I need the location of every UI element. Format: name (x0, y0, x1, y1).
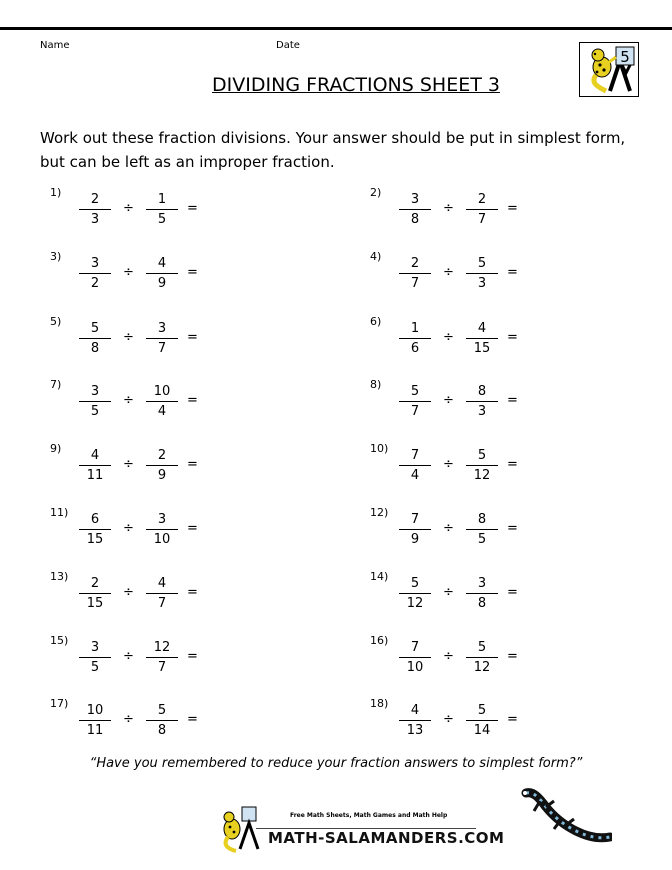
problem-number: 1) (50, 186, 62, 199)
numerator: 10 (86, 703, 104, 718)
equals-sign: = (187, 330, 198, 345)
denominator: 9 (157, 468, 167, 483)
equals-sign: = (507, 521, 518, 536)
dividend-fraction (397, 191, 433, 228)
denominator: 15 (86, 596, 104, 611)
problem-item (370, 570, 570, 616)
denominator: 13 (406, 723, 424, 738)
salamander-grade-logo-icon (579, 42, 639, 97)
equals-sign: = (507, 265, 518, 280)
top-rule (0, 27, 672, 30)
problem-item (50, 442, 250, 488)
divide-sign: ÷ (123, 712, 134, 727)
salamander-footer-logo-icon (218, 805, 262, 853)
numerator: 12 (153, 640, 171, 655)
numerator: 7 (410, 640, 420, 655)
problem-item (50, 186, 250, 232)
numerator: 5 (90, 321, 100, 336)
problem-number: 13) (50, 570, 69, 583)
page-title: DIVIDING FRACTIONS SHEET 3 (212, 74, 500, 96)
divide-sign: ÷ (443, 585, 454, 600)
divisor-fraction (144, 447, 180, 484)
problem-item (370, 506, 570, 552)
denominator: 8 (410, 212, 420, 227)
problem-item (50, 250, 250, 296)
denominator: 4 (410, 468, 420, 483)
denominator: 3 (90, 212, 100, 227)
numerator: 7 (410, 512, 420, 527)
divisor-fraction (144, 383, 180, 420)
problem-number: 15) (50, 634, 69, 647)
problem-number: 9) (50, 442, 62, 455)
denominator: 8 (90, 341, 100, 356)
equals-sign: = (187, 521, 198, 536)
numerator: 8 (477, 384, 487, 399)
numerator: 3 (410, 192, 420, 207)
problem-item (50, 506, 250, 552)
divisor-fraction (144, 191, 180, 228)
divide-sign: ÷ (443, 201, 454, 216)
divisor-fraction (464, 191, 500, 228)
numerator: 4 (90, 448, 100, 463)
equals-sign: = (507, 393, 518, 408)
numerator: 10 (153, 384, 171, 399)
divisor-fraction (464, 447, 500, 484)
numerator: 5 (157, 703, 167, 718)
divisor-fraction (144, 320, 180, 357)
problem-number: 16) (370, 634, 389, 647)
problem-number: 3) (50, 250, 62, 263)
denominator: 2 (90, 276, 100, 291)
dividend-fraction (397, 255, 433, 292)
denominator: 5 (90, 660, 100, 675)
numerator: 5 (477, 448, 487, 463)
problem-item (370, 634, 570, 680)
problem-number: 7) (50, 378, 62, 391)
numerator: 3 (90, 384, 100, 399)
name-label: Name (40, 40, 70, 51)
divisor-fraction (144, 255, 180, 292)
denominator: 15 (473, 341, 491, 356)
divide-sign: ÷ (443, 457, 454, 472)
problem-number: 11) (50, 506, 69, 519)
divisor-fraction (464, 575, 500, 612)
dividend-fraction (77, 511, 113, 548)
denominator: 6 (410, 341, 420, 356)
numerator: 8 (477, 512, 487, 527)
divisor-fraction (144, 702, 180, 739)
denominator: 8 (157, 723, 167, 738)
problem-item (50, 378, 250, 424)
divide-sign: ÷ (443, 265, 454, 280)
divide-sign: ÷ (123, 521, 134, 536)
divide-sign: ÷ (123, 585, 134, 600)
denominator: 12 (473, 468, 491, 483)
problem-number: 10) (370, 442, 389, 455)
problem-item (370, 315, 570, 361)
dividend-fraction (397, 383, 433, 420)
equals-sign: = (507, 649, 518, 664)
dividend-fraction (77, 702, 113, 739)
denominator: 9 (157, 276, 167, 291)
equals-sign: = (507, 330, 518, 345)
dividend-fraction (397, 702, 433, 739)
date-label: Date (276, 40, 300, 51)
divide-sign: ÷ (443, 712, 454, 727)
numerator: 3 (157, 512, 167, 527)
denominator: 11 (86, 468, 104, 483)
numerator: 4 (157, 576, 167, 591)
divide-sign: ÷ (123, 457, 134, 472)
numerator: 1 (157, 192, 167, 207)
numerator: 4 (410, 703, 420, 718)
reminder-quote: “Have you remembered to reduce your fraction answers to simplest form?” (89, 756, 583, 771)
denominator: 10 (153, 532, 171, 547)
denominator: 9 (410, 532, 420, 547)
dividend-fraction (77, 639, 113, 676)
problem-number: 2) (370, 186, 382, 199)
dividend-fraction (77, 320, 113, 357)
dividend-fraction (397, 575, 433, 612)
denominator: 8 (477, 596, 487, 611)
equals-sign: = (507, 201, 518, 216)
divisor-fraction (464, 639, 500, 676)
numerator: 3 (477, 576, 487, 591)
problem-item (50, 634, 250, 680)
divisor-fraction (144, 575, 180, 612)
denominator: 7 (410, 276, 420, 291)
numerator: 3 (157, 321, 167, 336)
denominator: 7 (157, 660, 167, 675)
dividend-fraction (77, 191, 113, 228)
problem-item (370, 442, 570, 488)
denominator: 11 (86, 723, 104, 738)
numerator: 2 (90, 576, 100, 591)
numerator: 1 (410, 321, 420, 336)
denominator: 7 (157, 596, 167, 611)
divisor-fraction (464, 383, 500, 420)
footer-brand: MATH-SALAMANDERS.COM (268, 829, 505, 847)
denominator: 7 (477, 212, 487, 227)
divisor-fraction (144, 511, 180, 548)
divide-sign: ÷ (123, 330, 134, 345)
numerator: 2 (90, 192, 100, 207)
equals-sign: = (187, 201, 198, 216)
numerator: 2 (477, 192, 487, 207)
equals-sign: = (187, 649, 198, 664)
problem-item (50, 570, 250, 616)
divide-sign: ÷ (123, 201, 134, 216)
divide-sign: ÷ (443, 393, 454, 408)
dividend-fraction (77, 575, 113, 612)
divide-sign: ÷ (443, 521, 454, 536)
problem-item (370, 250, 570, 296)
equals-sign: = (187, 457, 198, 472)
problem-item (370, 697, 570, 743)
denominator: 5 (157, 212, 167, 227)
denominator: 12 (473, 660, 491, 675)
equals-sign: = (507, 585, 518, 600)
dividend-fraction (77, 255, 113, 292)
problem-item (50, 697, 250, 743)
numerator: 3 (90, 640, 100, 655)
dividend-fraction (77, 383, 113, 420)
equals-sign: = (187, 712, 198, 727)
numerator: 2 (157, 448, 167, 463)
equals-sign: = (187, 585, 198, 600)
divide-sign: ÷ (443, 649, 454, 664)
equals-sign: = (187, 393, 198, 408)
divisor-fraction (464, 702, 500, 739)
equals-sign: = (187, 265, 198, 280)
divisor-fraction (464, 511, 500, 548)
denominator: 10 (406, 660, 424, 675)
salamander-mascot-icon (516, 785, 612, 847)
numerator: 3 (90, 256, 100, 271)
numerator: 5 (477, 640, 487, 655)
dividend-fraction (397, 447, 433, 484)
numerator: 5 (477, 256, 487, 271)
problem-number: 12) (370, 506, 389, 519)
problem-number: 4) (370, 250, 382, 263)
problem-number: 6) (370, 315, 382, 328)
denominator: 15 (86, 532, 104, 547)
divide-sign: ÷ (443, 330, 454, 345)
problem-number: 8) (370, 378, 382, 391)
problem-number: 18) (370, 697, 389, 710)
numerator: 4 (157, 256, 167, 271)
numerator: 2 (410, 256, 420, 271)
problem-item (370, 378, 570, 424)
denominator: 12 (406, 596, 424, 611)
instructions: Work out these fraction divisions. Your answer should be put in simplest form, but can be left as an improper fraction. (40, 129, 626, 171)
divide-sign: ÷ (123, 265, 134, 280)
dividend-fraction (397, 639, 433, 676)
denominator: 4 (157, 404, 167, 419)
numerator: 5 (410, 576, 420, 591)
denominator: 7 (157, 341, 167, 356)
numerator: 6 (90, 512, 100, 527)
problem-number: 5) (50, 315, 62, 328)
divisor-fraction (464, 255, 500, 292)
divide-sign: ÷ (123, 649, 134, 664)
numerator: 7 (410, 448, 420, 463)
problem-number: 14) (370, 570, 389, 583)
grade-badge: 5 (620, 48, 630, 66)
denominator: 14 (473, 723, 491, 738)
footer-tagline: Free Math Sheets, Math Games and Math Help (290, 812, 448, 819)
problem-number: 17) (50, 697, 69, 710)
denominator: 3 (477, 404, 487, 419)
denominator: 3 (477, 276, 487, 291)
dividend-fraction (397, 320, 433, 357)
dividend-fraction (397, 511, 433, 548)
denominator: 5 (477, 532, 487, 547)
divisor-fraction (464, 320, 500, 357)
problem-item (50, 315, 250, 361)
equals-sign: = (507, 712, 518, 727)
denominator: 5 (90, 404, 100, 419)
equals-sign: = (507, 457, 518, 472)
denominator: 7 (410, 404, 420, 419)
numerator: 5 (477, 703, 487, 718)
numerator: 4 (477, 321, 487, 336)
problem-item (370, 186, 570, 232)
dividend-fraction (77, 447, 113, 484)
divide-sign: ÷ (123, 393, 134, 408)
numerator: 5 (410, 384, 420, 399)
divisor-fraction (144, 639, 180, 676)
